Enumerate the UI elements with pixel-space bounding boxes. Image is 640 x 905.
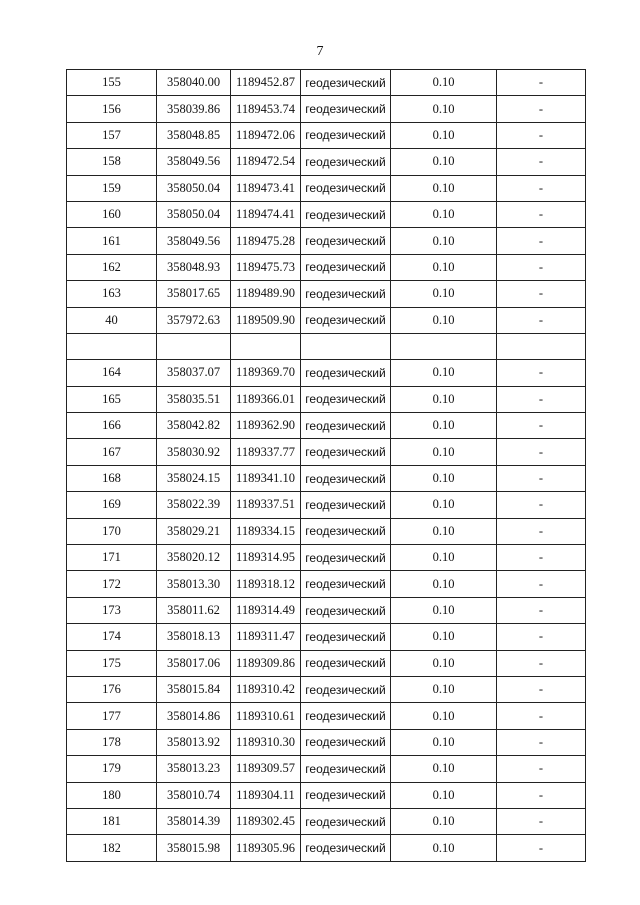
point-number-cell: 40	[67, 307, 157, 333]
method-cell: геодезический	[301, 518, 391, 544]
accuracy-cell: 0.10	[391, 122, 497, 148]
note-cell: -	[497, 70, 586, 96]
method-cell: геодезический	[301, 835, 391, 861]
table-row	[67, 808, 586, 834]
y-coordinate-cell: 1189489.90	[231, 281, 301, 307]
accuracy-cell: 0.10	[391, 465, 497, 491]
accuracy-cell: 0.10	[391, 281, 497, 307]
method-cell: геодезический	[301, 307, 391, 333]
table-row	[67, 703, 586, 729]
accuracy-cell: 0.10	[391, 518, 497, 544]
point-number-cell: 173	[67, 597, 157, 623]
point-number-cell: 172	[67, 571, 157, 597]
accuracy-cell: 0.10	[391, 650, 497, 676]
x-coordinate-cell: 358049.56	[157, 149, 231, 175]
method-cell: геодезический	[301, 439, 391, 465]
y-coordinate-cell: 1189475.28	[231, 228, 301, 254]
accuracy-cell: 0.10	[391, 676, 497, 702]
accuracy-cell: 0.10	[391, 729, 497, 755]
point-number-cell: 179	[67, 756, 157, 782]
method-cell: геодезический	[301, 281, 391, 307]
y-coordinate-cell: 1189362.90	[231, 413, 301, 439]
note-cell: -	[497, 201, 586, 227]
note-cell: -	[497, 624, 586, 650]
x-coordinate-cell: 358015.98	[157, 835, 231, 861]
y-coordinate-cell: 1189453.74	[231, 96, 301, 122]
table-row	[67, 96, 586, 122]
y-coordinate-cell: 1189310.61	[231, 703, 301, 729]
x-coordinate-cell: 358022.39	[157, 492, 231, 518]
y-coordinate-cell: 1189474.41	[231, 201, 301, 227]
note-cell: -	[497, 756, 586, 782]
accuracy-cell: 0.10	[391, 597, 497, 623]
x-coordinate-cell: 358039.86	[157, 96, 231, 122]
accuracy-cell: 0.10	[391, 360, 497, 386]
note-cell: -	[497, 96, 586, 122]
note-cell: -	[497, 413, 586, 439]
x-coordinate-cell: 358015.84	[157, 676, 231, 702]
point-number-cell: 160	[67, 201, 157, 227]
accuracy-cell: 0.10	[391, 571, 497, 597]
x-coordinate-cell: 358013.23	[157, 756, 231, 782]
y-coordinate-cell: 1189305.96	[231, 835, 301, 861]
method-cell: геодезический	[301, 386, 391, 412]
y-coordinate-cell: 1189452.87	[231, 70, 301, 96]
y-coordinate-cell: 1189337.77	[231, 439, 301, 465]
table-row	[67, 545, 586, 571]
note-cell: -	[497, 703, 586, 729]
table-row	[67, 175, 586, 201]
note-cell: -	[497, 254, 586, 280]
table-row	[67, 413, 586, 439]
note-cell: -	[497, 386, 586, 412]
point-number-cell: 161	[67, 228, 157, 254]
x-coordinate-cell: 358014.39	[157, 808, 231, 834]
table-row	[67, 782, 586, 808]
point-number-cell: 156	[67, 96, 157, 122]
y-coordinate-cell: 1189366.01	[231, 386, 301, 412]
method-cell: геодезический	[301, 703, 391, 729]
point-number-cell: 155	[67, 70, 157, 96]
y-coordinate-cell: 1189334.15	[231, 518, 301, 544]
method-cell: геодезический	[301, 756, 391, 782]
table-row	[67, 624, 586, 650]
x-coordinate-cell: 358020.12	[157, 545, 231, 571]
note-cell: -	[497, 465, 586, 491]
accuracy-cell: 0.10	[391, 228, 497, 254]
coordinates-table	[66, 69, 586, 862]
point-number-cell: 176	[67, 676, 157, 702]
x-coordinate-cell: 358048.85	[157, 122, 231, 148]
note-cell: -	[497, 571, 586, 597]
y-coordinate-cell: 1189310.42	[231, 676, 301, 702]
table-row	[67, 650, 586, 676]
point-number-cell: 168	[67, 465, 157, 491]
point-number-cell: 174	[67, 624, 157, 650]
table-row	[67, 360, 586, 386]
x-coordinate-cell: 358017.06	[157, 650, 231, 676]
note-cell: -	[497, 122, 586, 148]
point-number-cell: 166	[67, 413, 157, 439]
table-row	[67, 254, 586, 280]
accuracy-cell: 0.10	[391, 307, 497, 333]
x-coordinate-cell: 358050.04	[157, 175, 231, 201]
table-row	[67, 676, 586, 702]
table-row	[67, 439, 586, 465]
point-number-cell: 182	[67, 835, 157, 861]
accuracy-cell: 0.10	[391, 413, 497, 439]
y-coordinate-cell: 1189302.45	[231, 808, 301, 834]
note-cell: -	[497, 597, 586, 623]
table-row	[67, 729, 586, 755]
note-cell: -	[497, 492, 586, 518]
note-cell: -	[497, 228, 586, 254]
point-number-cell: 167	[67, 439, 157, 465]
point-number-cell: 171	[67, 545, 157, 571]
note-cell: -	[497, 439, 586, 465]
x-coordinate-cell: 358050.04	[157, 201, 231, 227]
accuracy-cell: 0.10	[391, 703, 497, 729]
point-number-cell: 178	[67, 729, 157, 755]
accuracy-cell: 0.10	[391, 70, 497, 96]
point-number-cell: 177	[67, 703, 157, 729]
accuracy-cell: 0.10	[391, 545, 497, 571]
method-cell: геодезический	[301, 571, 391, 597]
table-row-empty	[67, 333, 586, 359]
x-coordinate-cell: 358010.74	[157, 782, 231, 808]
y-coordinate-cell: 1189509.90	[231, 307, 301, 333]
table-row	[67, 281, 586, 307]
page-number: 7	[316, 44, 324, 59]
table-row	[67, 465, 586, 491]
accuracy-cell: 0.10	[391, 782, 497, 808]
method-cell: геодезический	[301, 360, 391, 386]
table-row	[67, 70, 586, 96]
x-coordinate-cell: 358011.62	[157, 597, 231, 623]
method-cell: геодезический	[301, 122, 391, 148]
y-coordinate-cell: 1189311.47	[231, 624, 301, 650]
y-coordinate-cell: 1189369.70	[231, 360, 301, 386]
point-number-cell: 181	[67, 808, 157, 834]
table-row	[67, 597, 586, 623]
accuracy-cell: 0.10	[391, 254, 497, 280]
note-cell: -	[497, 835, 586, 861]
y-coordinate-cell: 1189318.12	[231, 571, 301, 597]
y-coordinate-cell: 1189472.06	[231, 122, 301, 148]
table-row	[67, 122, 586, 148]
accuracy-cell: 0.10	[391, 439, 497, 465]
y-coordinate-cell	[231, 333, 301, 359]
note-cell: -	[497, 676, 586, 702]
y-coordinate-cell: 1189472.54	[231, 149, 301, 175]
x-coordinate-cell: 358035.51	[157, 386, 231, 412]
accuracy-cell: 0.10	[391, 808, 497, 834]
method-cell: геодезический	[301, 465, 391, 491]
method-cell: геодезический	[301, 175, 391, 201]
y-coordinate-cell: 1189473.41	[231, 175, 301, 201]
accuracy-cell: 0.10	[391, 96, 497, 122]
point-number-cell: 157	[67, 122, 157, 148]
table-row	[67, 571, 586, 597]
coordinates-table-body	[67, 70, 586, 862]
point-number-cell: 175	[67, 650, 157, 676]
x-coordinate-cell: 358018.13	[157, 624, 231, 650]
table-row	[67, 835, 586, 861]
x-coordinate-cell	[157, 333, 231, 359]
method-cell: геодезический	[301, 413, 391, 439]
point-number-cell: 163	[67, 281, 157, 307]
accuracy-cell: 0.10	[391, 201, 497, 227]
point-number-cell: 170	[67, 518, 157, 544]
note-cell: -	[497, 808, 586, 834]
method-cell: геодезический	[301, 782, 391, 808]
method-cell: геодезический	[301, 729, 391, 755]
y-coordinate-cell: 1189314.49	[231, 597, 301, 623]
method-cell: геодезический	[301, 228, 391, 254]
y-coordinate-cell: 1189310.30	[231, 729, 301, 755]
method-cell: геодезический	[301, 676, 391, 702]
note-cell: -	[497, 518, 586, 544]
table-row	[67, 149, 586, 175]
y-coordinate-cell: 1189309.57	[231, 756, 301, 782]
note-cell: -	[497, 650, 586, 676]
y-coordinate-cell: 1189475.73	[231, 254, 301, 280]
method-cell: геодезический	[301, 624, 391, 650]
x-coordinate-cell: 358048.93	[157, 254, 231, 280]
x-coordinate-cell: 358014.86	[157, 703, 231, 729]
point-number-cell: 162	[67, 254, 157, 280]
accuracy-cell: 0.10	[391, 492, 497, 518]
method-cell: геодезический	[301, 650, 391, 676]
method-cell: геодезический	[301, 597, 391, 623]
x-coordinate-cell: 358029.21	[157, 518, 231, 544]
x-coordinate-cell: 358037.07	[157, 360, 231, 386]
point-number-cell: 164	[67, 360, 157, 386]
x-coordinate-cell: 358030.92	[157, 439, 231, 465]
method-cell: геодезический	[301, 492, 391, 518]
method-cell: геодезический	[301, 201, 391, 227]
y-coordinate-cell: 1189314.95	[231, 545, 301, 571]
table-row	[67, 518, 586, 544]
point-number-cell: 180	[67, 782, 157, 808]
note-cell: -	[497, 307, 586, 333]
note-cell: -	[497, 175, 586, 201]
point-number-cell	[67, 333, 157, 359]
point-number-cell: 159	[67, 175, 157, 201]
x-coordinate-cell: 358024.15	[157, 465, 231, 491]
x-coordinate-cell: 358013.92	[157, 729, 231, 755]
method-cell: геодезический	[301, 149, 391, 175]
table-row	[67, 386, 586, 412]
accuracy-cell: 0.10	[391, 175, 497, 201]
note-cell: -	[497, 545, 586, 571]
table-row	[67, 201, 586, 227]
y-coordinate-cell: 1189337.51	[231, 492, 301, 518]
note-cell: -	[497, 782, 586, 808]
point-number-cell: 165	[67, 386, 157, 412]
note-cell: -	[497, 729, 586, 755]
x-coordinate-cell: 358042.82	[157, 413, 231, 439]
method-cell	[301, 333, 391, 359]
method-cell: геодезический	[301, 808, 391, 834]
x-coordinate-cell: 358049.56	[157, 228, 231, 254]
accuracy-cell: 0.10	[391, 835, 497, 861]
point-number-cell: 169	[67, 492, 157, 518]
method-cell: геодезический	[301, 96, 391, 122]
x-coordinate-cell: 358017.65	[157, 281, 231, 307]
y-coordinate-cell: 1189309.86	[231, 650, 301, 676]
accuracy-cell: 0.10	[391, 149, 497, 175]
y-coordinate-cell: 1189304.11	[231, 782, 301, 808]
y-coordinate-cell: 1189341.10	[231, 465, 301, 491]
table-row	[67, 307, 586, 333]
x-coordinate-cell: 358040.00	[157, 70, 231, 96]
method-cell: геодезический	[301, 70, 391, 96]
x-coordinate-cell: 358013.30	[157, 571, 231, 597]
table-row	[67, 492, 586, 518]
table-row	[67, 756, 586, 782]
accuracy-cell	[391, 333, 497, 359]
point-number-cell: 158	[67, 149, 157, 175]
accuracy-cell: 0.10	[391, 756, 497, 782]
note-cell: -	[497, 149, 586, 175]
table-row	[67, 228, 586, 254]
method-cell: геодезический	[301, 254, 391, 280]
x-coordinate-cell: 357972.63	[157, 307, 231, 333]
accuracy-cell: 0.10	[391, 386, 497, 412]
note-cell	[497, 333, 586, 359]
accuracy-cell: 0.10	[391, 624, 497, 650]
method-cell: геодезический	[301, 545, 391, 571]
note-cell: -	[497, 281, 586, 307]
note-cell: -	[497, 360, 586, 386]
